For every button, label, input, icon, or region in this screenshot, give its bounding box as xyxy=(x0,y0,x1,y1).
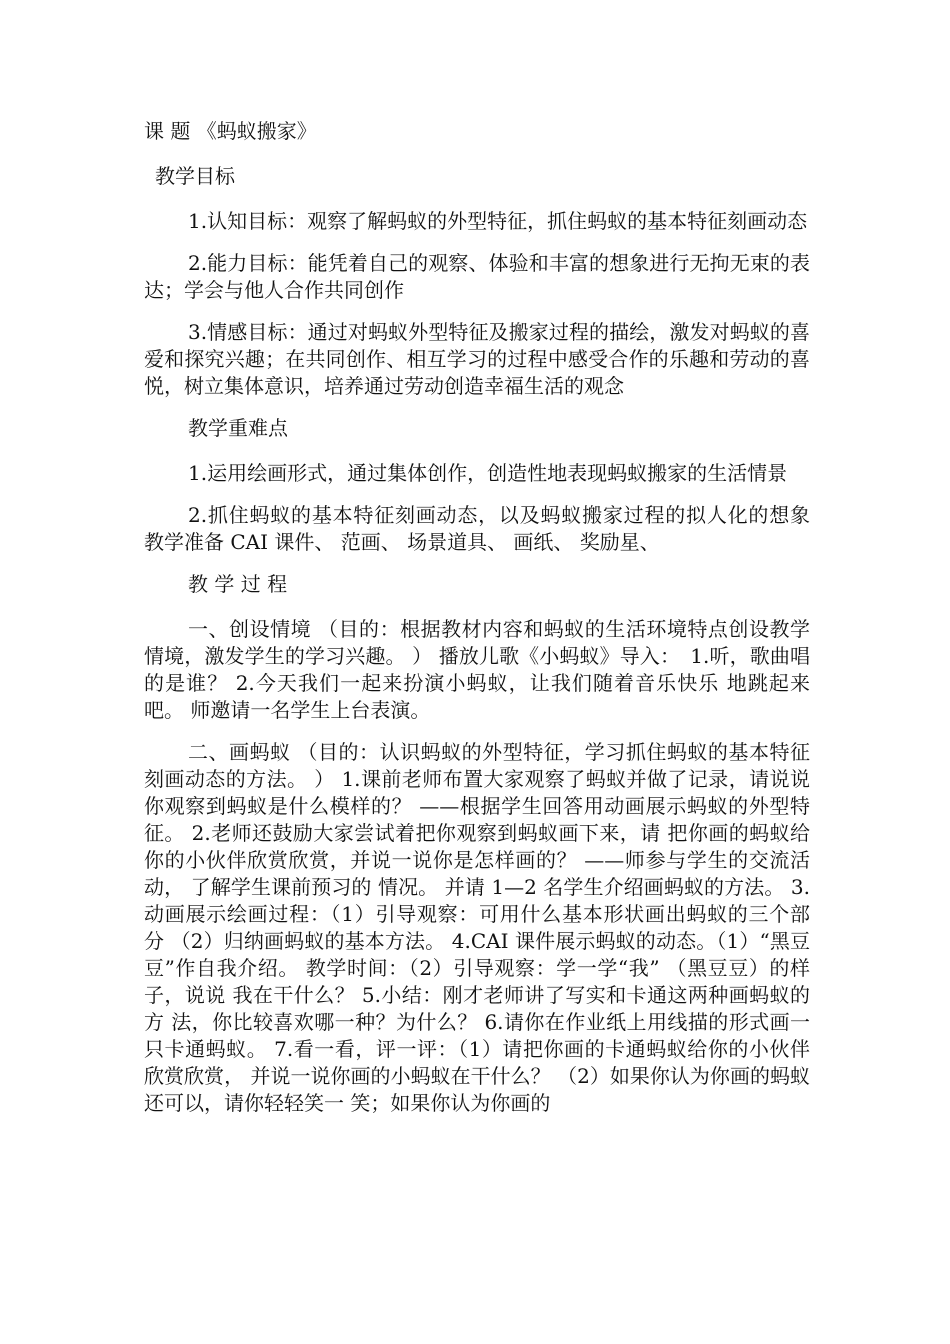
document-page xyxy=(144,118,810,1132)
lesson-title: 课 题 《蚂蚁搬家》 xyxy=(144,119,317,143)
objective-ability: 2.能力目标：能凭着自己的观察、体验和丰富的想象进行无拘无束的表达；学会与他人合作共同创作 xyxy=(144,251,810,302)
objective-cognitive: 1.认知目标：观察了解蚂蚁的外型特征，抓住蚂蚁的基本特征刻画动态 xyxy=(188,209,808,233)
process-step-2: 二、画蚂蚁 （目的：认识蚂蚁的外型特征，学习抓住蚂蚁的基本特征刻画动态的方法。 ） 1.课前老师布置大家观察了蚂蚁并做了记录，请说说 你观察到蚂蚁是什么模样的？ ——根据学生回答用动画展示蚂蚁的外型特征。 2.老师还鼓励大家尝试着把你观察到蚂蚁画下来，请 把你画的蚂蚁给你的小伙伴欣赏欣赏，并说一说你是怎样画的？ ——师参与学生的交流活动， 了解学生课前预习的 情况。 并请 1—2 名学生介绍画蚂蚁的方法。 3.动画展示绘画过程：（1）引导观察：可用什么基本形状画出蚂蚁的三个部 分 （2）归纳画蚂蚁的基本方法。 4.CAI 课件展示蚂蚁的动态。（1）“黑豆豆”作自我介绍。 教学时间：（2）引导观察：学一学“我” （黑豆豆）的样子，说说 我在干什么？ 5.小结：刚才老师讲了写实和卡通这两种画蚂蚁的方 法，你比较喜欢哪一种？为什么？ 6.请你在作业纸上用线描的形式画一只卡通蚂蚁。 7.看一看，评一评：（1）请把你画的卡通蚂蚁给你的小伙伴欣赏欣赏， 并说一说你画的小蚂蚁在干什么？ （2）如果你认为你画的蚂蚁还可以，请你轻轻笑一 笑；如果你认为你画的 xyxy=(144,740,810,1115)
key-point-1: 1.运用绘画形式，通过集体创作，创造性地表现蚂蚁搬家的生活情景 xyxy=(188,461,788,485)
objectives-heading: 教学目标 xyxy=(155,164,235,188)
process-step-1: 一、创设情境 （目的：根据教材内容和蚂蚁的生活环境特点创设教学情境，激发学生的学习兴趣。 ） 播放儿歌《小蚂蚁》导入： 1.听，歌曲唱的是谁？ 2.今天我们一起来扮演小蚂蚁，让我们随着音乐快乐 地跳起来吧。 师邀请一名学生上台表演。 xyxy=(144,617,810,722)
objective-emotion: 3.情感目标：通过对蚂蚁外型特征及搬家过程的描绘，激发对蚂蚁的喜爱和探究兴趣；在共同创作、相互学习的过程中感受合作的乐趣和劳动的喜悦，树立集体意识，培养通过劳动创造幸福生活的观念 xyxy=(144,320,810,398)
key-point-2: 2.抓住蚂蚁的基本特征刻画动态，以及蚂蚁搬家过程的拟人化的想象 教学准备 CAI 课件、 范画、 场景道具、 画纸、 奖励星、 xyxy=(144,503,810,554)
process-heading: 教 学 过 程 xyxy=(188,572,288,596)
key-points-heading: 教学重难点 xyxy=(188,416,288,440)
